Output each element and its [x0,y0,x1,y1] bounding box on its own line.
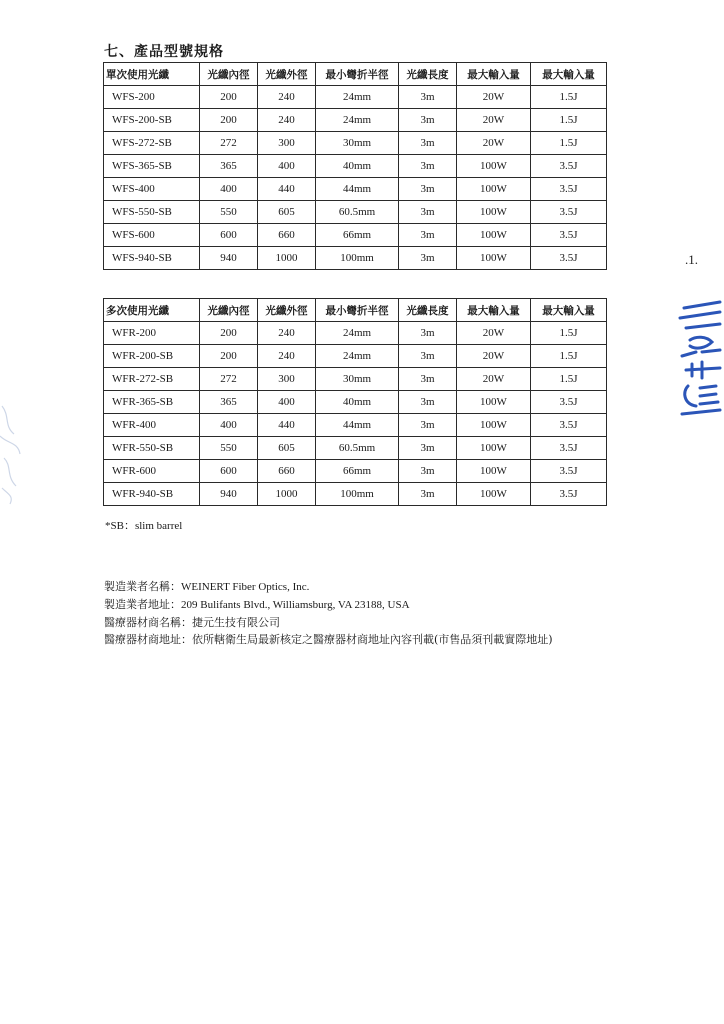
cell-max-input-power: 100W [457,460,531,483]
section-title: 七、產品型號規格 [104,44,224,60]
table-row [104,155,607,178]
column-header-max-input-power: 最大輸入量 [457,299,531,322]
column-header-model: 單次使用光纖 [104,63,200,86]
cell-fiber-length: 3m [399,391,457,414]
table-header-row [104,299,607,322]
info-label: 醫療器材商名稱： [104,616,192,629]
cell-outer-diameter: 1000 [258,247,316,270]
cell-min-bend-radius: 40mm [316,155,399,178]
table-row [104,391,607,414]
cell-max-input-power: 100W [457,155,531,178]
column-header-min-bend-radius: 最小彎折半徑 [316,63,399,86]
cell-max-input-energy: 3.5J [531,391,607,414]
cell-model: WFS-365-SB [104,155,200,178]
column-header-outer-diameter: 光纖外徑 [258,63,316,86]
table-body [104,322,607,506]
cell-outer-diameter: 400 [258,391,316,414]
cell-min-bend-radius: 30mm [316,368,399,391]
table-row [104,178,607,201]
cell-max-input-power: 100W [457,178,531,201]
cell-max-input-energy: 3.5J [531,437,607,460]
cell-outer-diameter: 605 [258,437,316,460]
column-header-inner-diameter: 光纖內徑 [200,63,258,86]
cell-fiber-length: 3m [399,483,457,506]
cell-max-input-power: 20W [457,368,531,391]
column-header-max-input-energy: 最大輸入量 [531,299,607,322]
cell-fiber-length: 3m [399,322,457,345]
table-header-row [104,63,607,86]
info-value: 209 Bulifants Blvd., Williamsburg, VA 23188, USA [181,599,410,611]
cell-fiber-length: 3m [399,201,457,224]
cell-max-input-power: 100W [457,414,531,437]
cell-inner-diameter: 600 [200,460,258,483]
cell-min-bend-radius: 66mm [316,460,399,483]
table-row [104,109,607,132]
cell-min-bend-radius: 44mm [316,414,399,437]
table-row [104,86,607,109]
cell-fiber-length: 3m [399,132,457,155]
cell-model: WFR-272-SB [104,368,200,391]
table-row [104,345,607,368]
cell-inner-diameter: 940 [200,247,258,270]
cell-model: WFR-550-SB [104,437,200,460]
table-row [104,247,607,270]
cell-model: WFS-400 [104,178,200,201]
cell-min-bend-radius: 60.5mm [316,437,399,460]
multi-use-fiber-table [103,298,607,506]
info-value: 依所轄衛生局最新核定之醫療器材商地址內容刊載(市售品須刊載實際地址) [192,633,553,646]
table-row [104,368,607,391]
cell-outer-diameter: 240 [258,109,316,132]
info-label: 製造業者名稱： [104,580,181,593]
cell-max-input-energy: 3.5J [531,483,607,506]
cell-fiber-length: 3m [399,368,457,391]
cell-outer-diameter: 240 [258,86,316,109]
column-header-fiber-length: 光纖長度 [399,63,457,86]
cell-min-bend-radius: 24mm [316,345,399,368]
dealer-address-line [104,631,553,648]
cell-fiber-length: 3m [399,86,457,109]
cell-outer-diameter: 240 [258,322,316,345]
faint-watermark-icon [0,396,28,506]
column-header-fiber-length: 光纖長度 [399,299,457,322]
table-row [104,201,607,224]
cell-inner-diameter: 200 [200,322,258,345]
cell-fiber-length: 3m [399,414,457,437]
cell-inner-diameter: 365 [200,155,258,178]
cell-fiber-length: 3m [399,437,457,460]
manufacturer-name-line [104,578,553,596]
cell-outer-diameter: 440 [258,178,316,201]
info-label: 製造業者地址： [104,598,181,611]
cell-model: WFR-200-SB [104,345,200,368]
cell-max-input-power: 20W [457,322,531,345]
cell-outer-diameter: 660 [258,460,316,483]
cell-outer-diameter: 300 [258,132,316,155]
table-body [104,86,607,270]
cell-model: WFR-200 [104,322,200,345]
column-header-outer-diameter: 光纖外徑 [258,299,316,322]
cell-max-input-energy: 1.5J [531,132,607,155]
cell-fiber-length: 3m [399,224,457,247]
cell-max-input-power: 100W [457,201,531,224]
red-seal-stamp-icon [676,296,724,418]
cell-outer-diameter: 440 [258,414,316,437]
cell-min-bend-radius: 30mm [316,132,399,155]
cell-max-input-power: 100W [457,224,531,247]
cell-inner-diameter: 272 [200,132,258,155]
cell-min-bend-radius: 100mm [316,247,399,270]
single-use-fiber-table [103,62,607,270]
cell-outer-diameter: 400 [258,155,316,178]
cell-min-bend-radius: 44mm [316,178,399,201]
column-header-max-input-power: 最大輸入量 [457,63,531,86]
cell-model: WFS-600 [104,224,200,247]
cell-max-input-energy: 1.5J [531,345,607,368]
column-header-model: 多次使用光纖 [104,299,200,322]
cell-inner-diameter: 200 [200,345,258,368]
cell-model: WFS-272-SB [104,132,200,155]
info-label: 醫療器材商地址： [104,633,192,646]
cell-outer-diameter: 605 [258,201,316,224]
cell-fiber-length: 3m [399,109,457,132]
cell-min-bend-radius: 24mm [316,109,399,132]
table-row [104,414,607,437]
cell-max-input-energy: 3.5J [531,178,607,201]
cell-inner-diameter: 940 [200,483,258,506]
table-row [104,483,607,506]
cell-max-input-power: 20W [457,132,531,155]
cell-min-bend-radius: 40mm [316,391,399,414]
cell-inner-diameter: 600 [200,224,258,247]
cell-outer-diameter: 1000 [258,483,316,506]
cell-model: WFS-550-SB [104,201,200,224]
info-value: 捷元生技有限公司 [192,616,280,629]
cell-max-input-energy: 3.5J [531,201,607,224]
cell-max-input-energy: 3.5J [531,247,607,270]
cell-outer-diameter: 300 [258,368,316,391]
cell-max-input-power: 20W [457,86,531,109]
cell-max-input-energy: 3.5J [531,224,607,247]
cell-fiber-length: 3m [399,345,457,368]
cell-max-input-power: 100W [457,483,531,506]
cell-fiber-length: 3m [399,155,457,178]
table-row [104,224,607,247]
cell-max-input-power: 100W [457,437,531,460]
cell-min-bend-radius: 66mm [316,224,399,247]
cell-model: WFS-200 [104,86,200,109]
cell-min-bend-radius: 24mm [316,322,399,345]
column-header-inner-diameter: 光纖內徑 [200,299,258,322]
cell-max-input-energy: 1.5J [531,109,607,132]
cell-inner-diameter: 400 [200,178,258,201]
info-value: WEINERT Fiber Optics, Inc. [181,581,310,593]
cell-min-bend-radius: 60.5mm [316,201,399,224]
slim-barrel-footnote: *SB：slim barrel [105,520,183,532]
column-header-min-bend-radius: 最小彎折半徑 [316,299,399,322]
cell-model: WFR-940-SB [104,483,200,506]
cell-min-bend-radius: 100mm [316,483,399,506]
cell-inner-diameter: 550 [200,437,258,460]
cell-max-input-power: 20W [457,109,531,132]
dealer-name-line [104,614,553,631]
manufacturer-info [104,578,553,648]
cell-outer-diameter: 240 [258,345,316,368]
cell-model: WFS-940-SB [104,247,200,270]
column-header-max-input-energy: 最大輸入量 [531,63,607,86]
cell-model: WFR-365-SB [104,391,200,414]
cell-max-input-power: 100W [457,391,531,414]
cell-inner-diameter: 200 [200,109,258,132]
cell-min-bend-radius: 24mm [316,86,399,109]
manufacturer-address-line [104,596,553,614]
table-row [104,460,607,483]
cell-max-input-power: 100W [457,247,531,270]
cell-fiber-length: 3m [399,178,457,201]
cell-model: WFS-200-SB [104,109,200,132]
cell-max-input-energy: 3.5J [531,155,607,178]
cell-inner-diameter: 400 [200,414,258,437]
cell-outer-diameter: 660 [258,224,316,247]
cell-model: WFR-600 [104,460,200,483]
cell-inner-diameter: 272 [200,368,258,391]
cell-inner-diameter: 365 [200,391,258,414]
table-row [104,132,607,155]
table-row [104,437,607,460]
cell-max-input-energy: 1.5J [531,322,607,345]
margin-page-mark: .1. [685,252,698,267]
cell-inner-diameter: 200 [200,86,258,109]
cell-fiber-length: 3m [399,247,457,270]
cell-max-input-energy: 3.5J [531,414,607,437]
cell-inner-diameter: 550 [200,201,258,224]
cell-max-input-power: 20W [457,345,531,368]
cell-model: WFR-400 [104,414,200,437]
cell-fiber-length: 3m [399,460,457,483]
cell-max-input-energy: 1.5J [531,86,607,109]
table-row [104,322,607,345]
cell-max-input-energy: 1.5J [531,368,607,391]
cell-max-input-energy: 3.5J [531,460,607,483]
